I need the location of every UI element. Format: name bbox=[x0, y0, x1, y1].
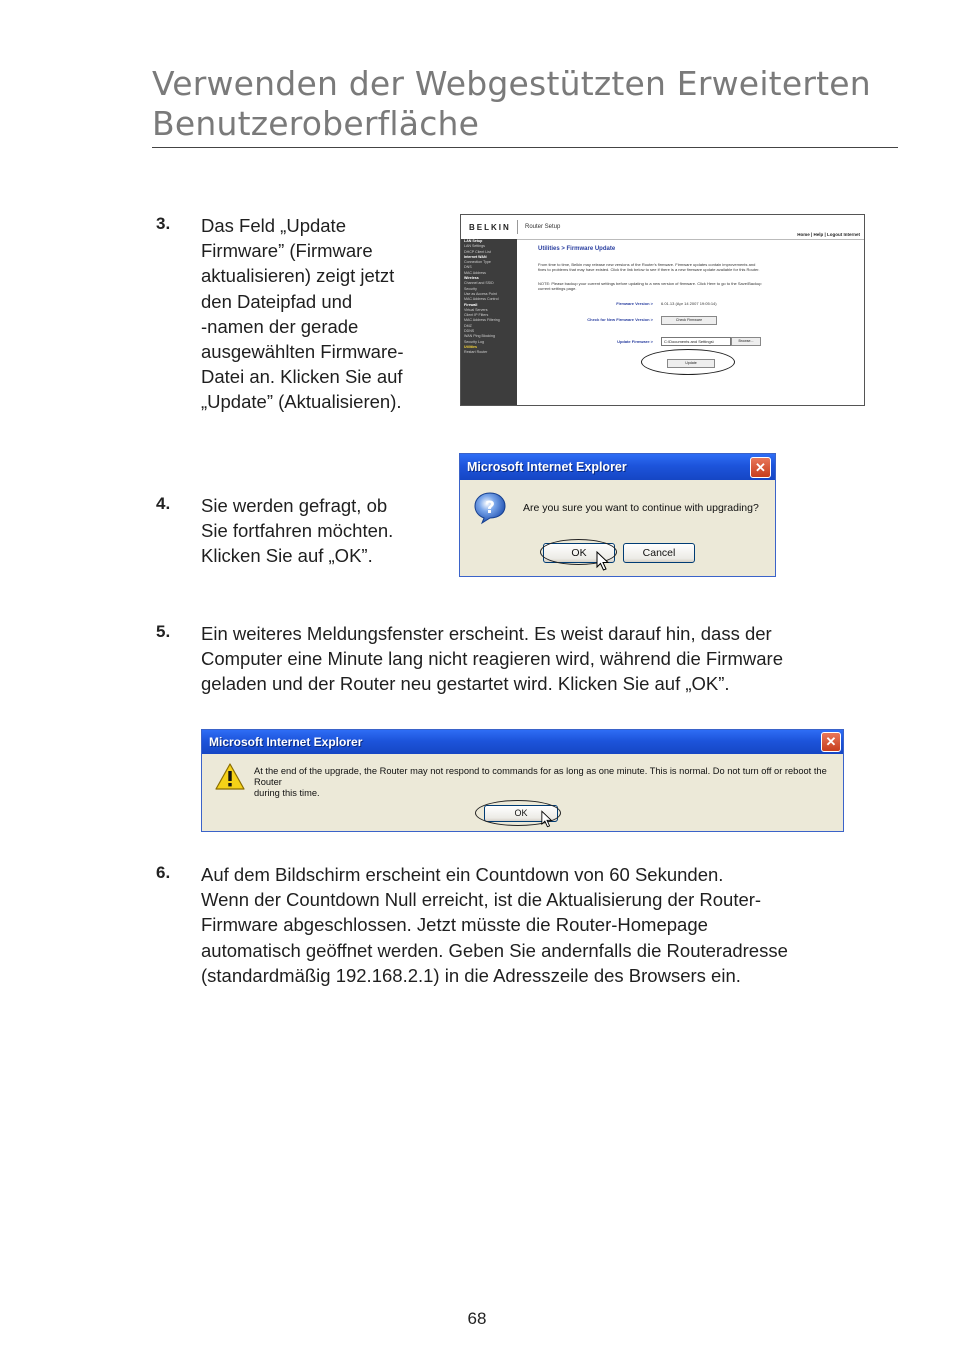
check-firmware-label: Check for New Firmware Version > bbox=[587, 317, 653, 322]
step-3-line: ausgewählten Firmware- bbox=[201, 341, 404, 363]
mouse-pointer-icon bbox=[596, 551, 610, 571]
router-sidebar-item[interactable]: Utilities bbox=[464, 344, 477, 349]
step-number-6: 6. bbox=[156, 863, 171, 882]
page-number: 68 bbox=[467, 1309, 487, 1328]
step-6-line: Wenn der Countdown Null erreicht, ist die Aktualisierung der Router- bbox=[201, 889, 762, 911]
page-title-line-2: Benutzeroberfläche bbox=[152, 104, 480, 143]
router-sidebar-item[interactable]: Internet WAN bbox=[464, 254, 487, 259]
router-sidebar-item[interactable]: Wireless bbox=[464, 276, 479, 281]
svg-text:?: ? bbox=[485, 498, 495, 518]
router-nav-links[interactable]: Home | Help | Logout Internet bbox=[797, 232, 860, 237]
router-sidebar-item[interactable]: WAN Ping Blocking bbox=[464, 334, 496, 339]
step-3-line: den Dateipfad und bbox=[201, 290, 353, 312]
router-setup-screenshot bbox=[460, 214, 865, 406]
close-icon[interactable]: ✕ bbox=[750, 457, 771, 478]
page-title bbox=[152, 64, 892, 144]
router-setup-title: Router Setup bbox=[525, 224, 561, 230]
step-number-4: 4. bbox=[156, 494, 171, 513]
router-sidebar-item[interactable]: LAN Setup bbox=[464, 239, 483, 243]
header-separator bbox=[517, 220, 518, 234]
step-4-line: Sie werden gefragt, ob bbox=[201, 495, 388, 516]
step-number-3: 3. bbox=[156, 214, 171, 233]
step-6-line: automatisch geöffnet werden. Geben Sie andernfalls die Routeradresse bbox=[201, 939, 788, 961]
close-icon[interactable]: ✕ bbox=[821, 732, 841, 752]
cancel-button[interactable]: Cancel bbox=[623, 543, 695, 563]
step-3-line: Das Feld „Update bbox=[201, 215, 346, 236]
update-firmware-label: Update Firmware > bbox=[617, 339, 653, 344]
confirm-upgrade-dialog bbox=[459, 453, 776, 577]
firmware-file-path-input[interactable]: C:\Documents and Settings\ bbox=[661, 337, 731, 346]
router-intro-line: From time to time, Belkin may release new versions of the Router's firmware. Firmware updates contain improvements and bbox=[538, 262, 756, 267]
step-3-line: „Update” (Aktualisieren). bbox=[201, 391, 402, 413]
router-breadcrumb: Utilities > Firmware Update bbox=[538, 246, 616, 252]
upgrade-warning-dialog bbox=[201, 729, 844, 832]
dialog-message bbox=[254, 766, 839, 799]
title-divider bbox=[152, 147, 898, 148]
router-intro-line: fixes to problems that may have existed. Click the link below to see if there is a new firmware update available for this Router. bbox=[538, 267, 760, 272]
router-intro bbox=[538, 262, 858, 272]
dialog-message-line: At the end of the upgrade, the Router may not respond to commands for as long as one minute. This is normal. Do not turn off or reboot the Router bbox=[254, 766, 827, 787]
router-sidebar-item[interactable]: DMZ bbox=[464, 323, 472, 328]
router-sidebar-item[interactable]: DHCP Client List bbox=[464, 249, 491, 254]
step-6-line: Firmware abgeschlossen. Jetzt müsste die Router-Homepage bbox=[201, 914, 708, 936]
dialog-title-bar bbox=[460, 454, 775, 480]
router-sidebar-item[interactable]: Client IP Filters bbox=[464, 313, 489, 318]
step-3-line: -namen der gerade bbox=[201, 315, 359, 337]
dialog-title: Microsoft Internet Explorer bbox=[209, 735, 363, 749]
router-sidebar bbox=[461, 239, 517, 405]
step-4-line: Sie fortfahren möchten. bbox=[201, 520, 394, 542]
step-6-text bbox=[201, 862, 891, 988]
router-sidebar-item[interactable]: LAN Settings bbox=[464, 244, 485, 249]
browse-button[interactable]: Browse... bbox=[731, 337, 761, 346]
step-3-line: Datei an. Klicken Sie auf bbox=[201, 366, 403, 388]
dialog-message: Are you sure you want to continue with upgrading? bbox=[523, 502, 759, 514]
router-sidebar-item[interactable]: MAC Address Filtering bbox=[464, 318, 500, 323]
ok-button[interactable]: OK bbox=[543, 543, 615, 563]
update-button[interactable]: Update bbox=[667, 359, 715, 368]
router-sidebar-item[interactable]: DDNS bbox=[464, 329, 475, 334]
firmware-version-value: 6.01.13 (Apr 14 2007 19:05:14) bbox=[661, 301, 717, 306]
step-3-line: Firmware” (Firmware bbox=[201, 240, 373, 262]
check-firmware-button[interactable]: Check Firmware bbox=[661, 316, 717, 325]
step-3-line: aktualisieren) zeigt jetzt bbox=[201, 265, 395, 287]
firmware-version-label: Firmware Version > bbox=[616, 301, 653, 306]
mouse-pointer-icon bbox=[541, 810, 553, 828]
step-5-line: geladen und der Router neu gestartet wird. Klicken Sie auf „OK”. bbox=[201, 673, 730, 695]
router-note-line: NOTE: Please backup your current settings before updating to a new version of firmware. Click Here to go to the Save/Backup bbox=[538, 281, 762, 286]
router-sidebar-item[interactable]: MAC Address Control bbox=[464, 297, 499, 302]
step-5-line: Ein weiteres Meldungsfenster erscheint. Es weist darauf hin, dass der bbox=[201, 623, 772, 644]
dialog-title: Microsoft Internet Explorer bbox=[467, 460, 627, 474]
router-sidebar-item[interactable]: Connection Type bbox=[464, 260, 491, 265]
router-sidebar-item[interactable]: Security Log bbox=[464, 339, 484, 344]
update-highlight-circle bbox=[641, 349, 735, 375]
step-4-line: Klicken Sie auf „OK”. bbox=[201, 545, 373, 567]
dialog-title-bar bbox=[202, 730, 843, 754]
router-sidebar-item[interactable]: Firewall bbox=[464, 302, 478, 307]
router-header bbox=[461, 215, 864, 240]
router-sidebar-item[interactable]: Security bbox=[464, 286, 477, 291]
step-6-line: (standardmäßig 192.168.2.1) in die Adresszeile des Browsers ein. bbox=[201, 964, 741, 986]
step-5-line: Computer eine Minute lang nicht reagieren wird, während die Firmware bbox=[201, 648, 784, 670]
step-5-text bbox=[201, 621, 891, 697]
router-sidebar-item[interactable]: Virtual Servers bbox=[464, 307, 488, 312]
step-6-line: Auf dem Bildschirm erscheint ein Countdown von 60 Sekunden. bbox=[201, 864, 724, 885]
question-icon bbox=[473, 491, 507, 525]
ok-button[interactable]: OK bbox=[484, 805, 558, 822]
dialog-message-line: during this time. bbox=[254, 788, 320, 798]
step-4-text bbox=[201, 493, 441, 569]
warning-icon bbox=[215, 763, 245, 791]
belkin-logo: BELKIN bbox=[469, 223, 511, 232]
step-number-5: 5. bbox=[156, 622, 171, 641]
router-note bbox=[538, 281, 858, 291]
router-sidebar-item[interactable]: MAC Address bbox=[464, 270, 486, 275]
page-title-line-1: Verwenden der Webgestützten Erweiterten bbox=[152, 64, 871, 103]
router-sidebar-item[interactable]: Channel and SSID bbox=[464, 281, 494, 286]
router-note-line: current settings page. bbox=[538, 286, 577, 291]
router-sidebar-item[interactable]: Use as Access Point bbox=[464, 291, 497, 296]
router-sidebar-item[interactable]: Restart Router bbox=[464, 350, 488, 355]
step-3-text bbox=[201, 213, 441, 415]
router-sidebar-item[interactable]: DNS bbox=[464, 265, 472, 270]
